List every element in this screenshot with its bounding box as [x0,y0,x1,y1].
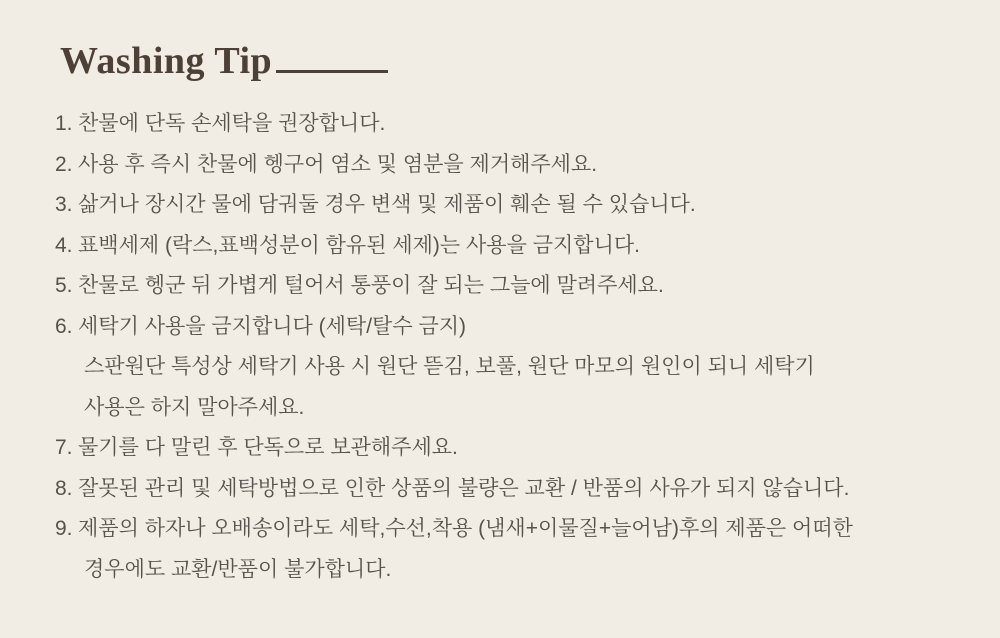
tip-text: 경우에도 교환/반품이 불가합니다. [84,557,392,581]
tip-number: 8. [55,476,73,500]
washing-tip-item [0,307,1000,348]
washing-tip-item [0,388,1000,429]
washing-tip-item [0,428,1000,469]
tip-number: 7. [55,436,73,459]
washing-tip-item [0,104,1000,145]
tip-text: 물기를 다 말린 후 단독으로 보관해주세요. [78,436,458,459]
tip-text: 찬물에 단독 손세탁을 권장합니다. [78,112,386,135]
title-underline-rule [276,70,388,73]
tip-number: 9. [55,517,73,540]
tip-number: 1. [55,112,73,135]
washing-tip-item [0,145,1000,186]
tip-text: 찬물로 헹군 뒤 가볍게 털어서 통풍이 잘 되는 그늘에 말려주세요. [78,274,664,297]
washing-tip-item [0,509,1000,550]
washing-tip-item [0,185,1000,226]
washing-tip-item [0,226,1000,267]
washing-tip-item [0,550,1000,591]
washing-tip-item [0,347,1000,388]
page-title [60,40,388,82]
tip-text: 세탁기 사용을 금지합니다 (세탁/탈수 금지) [78,314,467,338]
tip-text: 사용은 하지 말아주세요. [84,395,305,419]
tip-number: 5. [55,274,73,297]
tip-text: 삶거나 장시간 물에 담궈둘 경우 변색 및 제품이 훼손 될 수 있습니다. [78,193,696,216]
page-title-text: Washing Tip [60,40,273,82]
tip-number: 6. [55,314,73,338]
tip-text: 표백세제 (락스,표백성분이 함유된 세제)는 사용을 금지합니다. [78,233,640,257]
tip-number: 3. [55,193,73,216]
washing-tip-item [0,469,1000,510]
tip-text: 사용 후 즉시 찬물에 헹구어 염소 및 염분을 제거해주세요. [78,152,598,176]
washing-tip-item [0,266,1000,307]
tip-number: 2. [55,152,73,176]
washing-tips-list [0,104,1000,590]
tip-text: 제품의 하자나 오배송이라도 세탁,수선,착용 (냄새+이물질+늘어남)후의 제품은 어떠한 [78,517,853,540]
tip-text: 스판원단 특성상 세탁기 사용 시 원단 뜯김, 보풀, 원단 마모의 원인이 되니 세탁기 [84,355,815,378]
tip-text: 잘못된 관리 및 세탁방법으로 인한 상품의 불량은 교환 / 반품의 사유가 되지 않습니다. [78,476,850,500]
tip-number: 4. [55,233,73,257]
